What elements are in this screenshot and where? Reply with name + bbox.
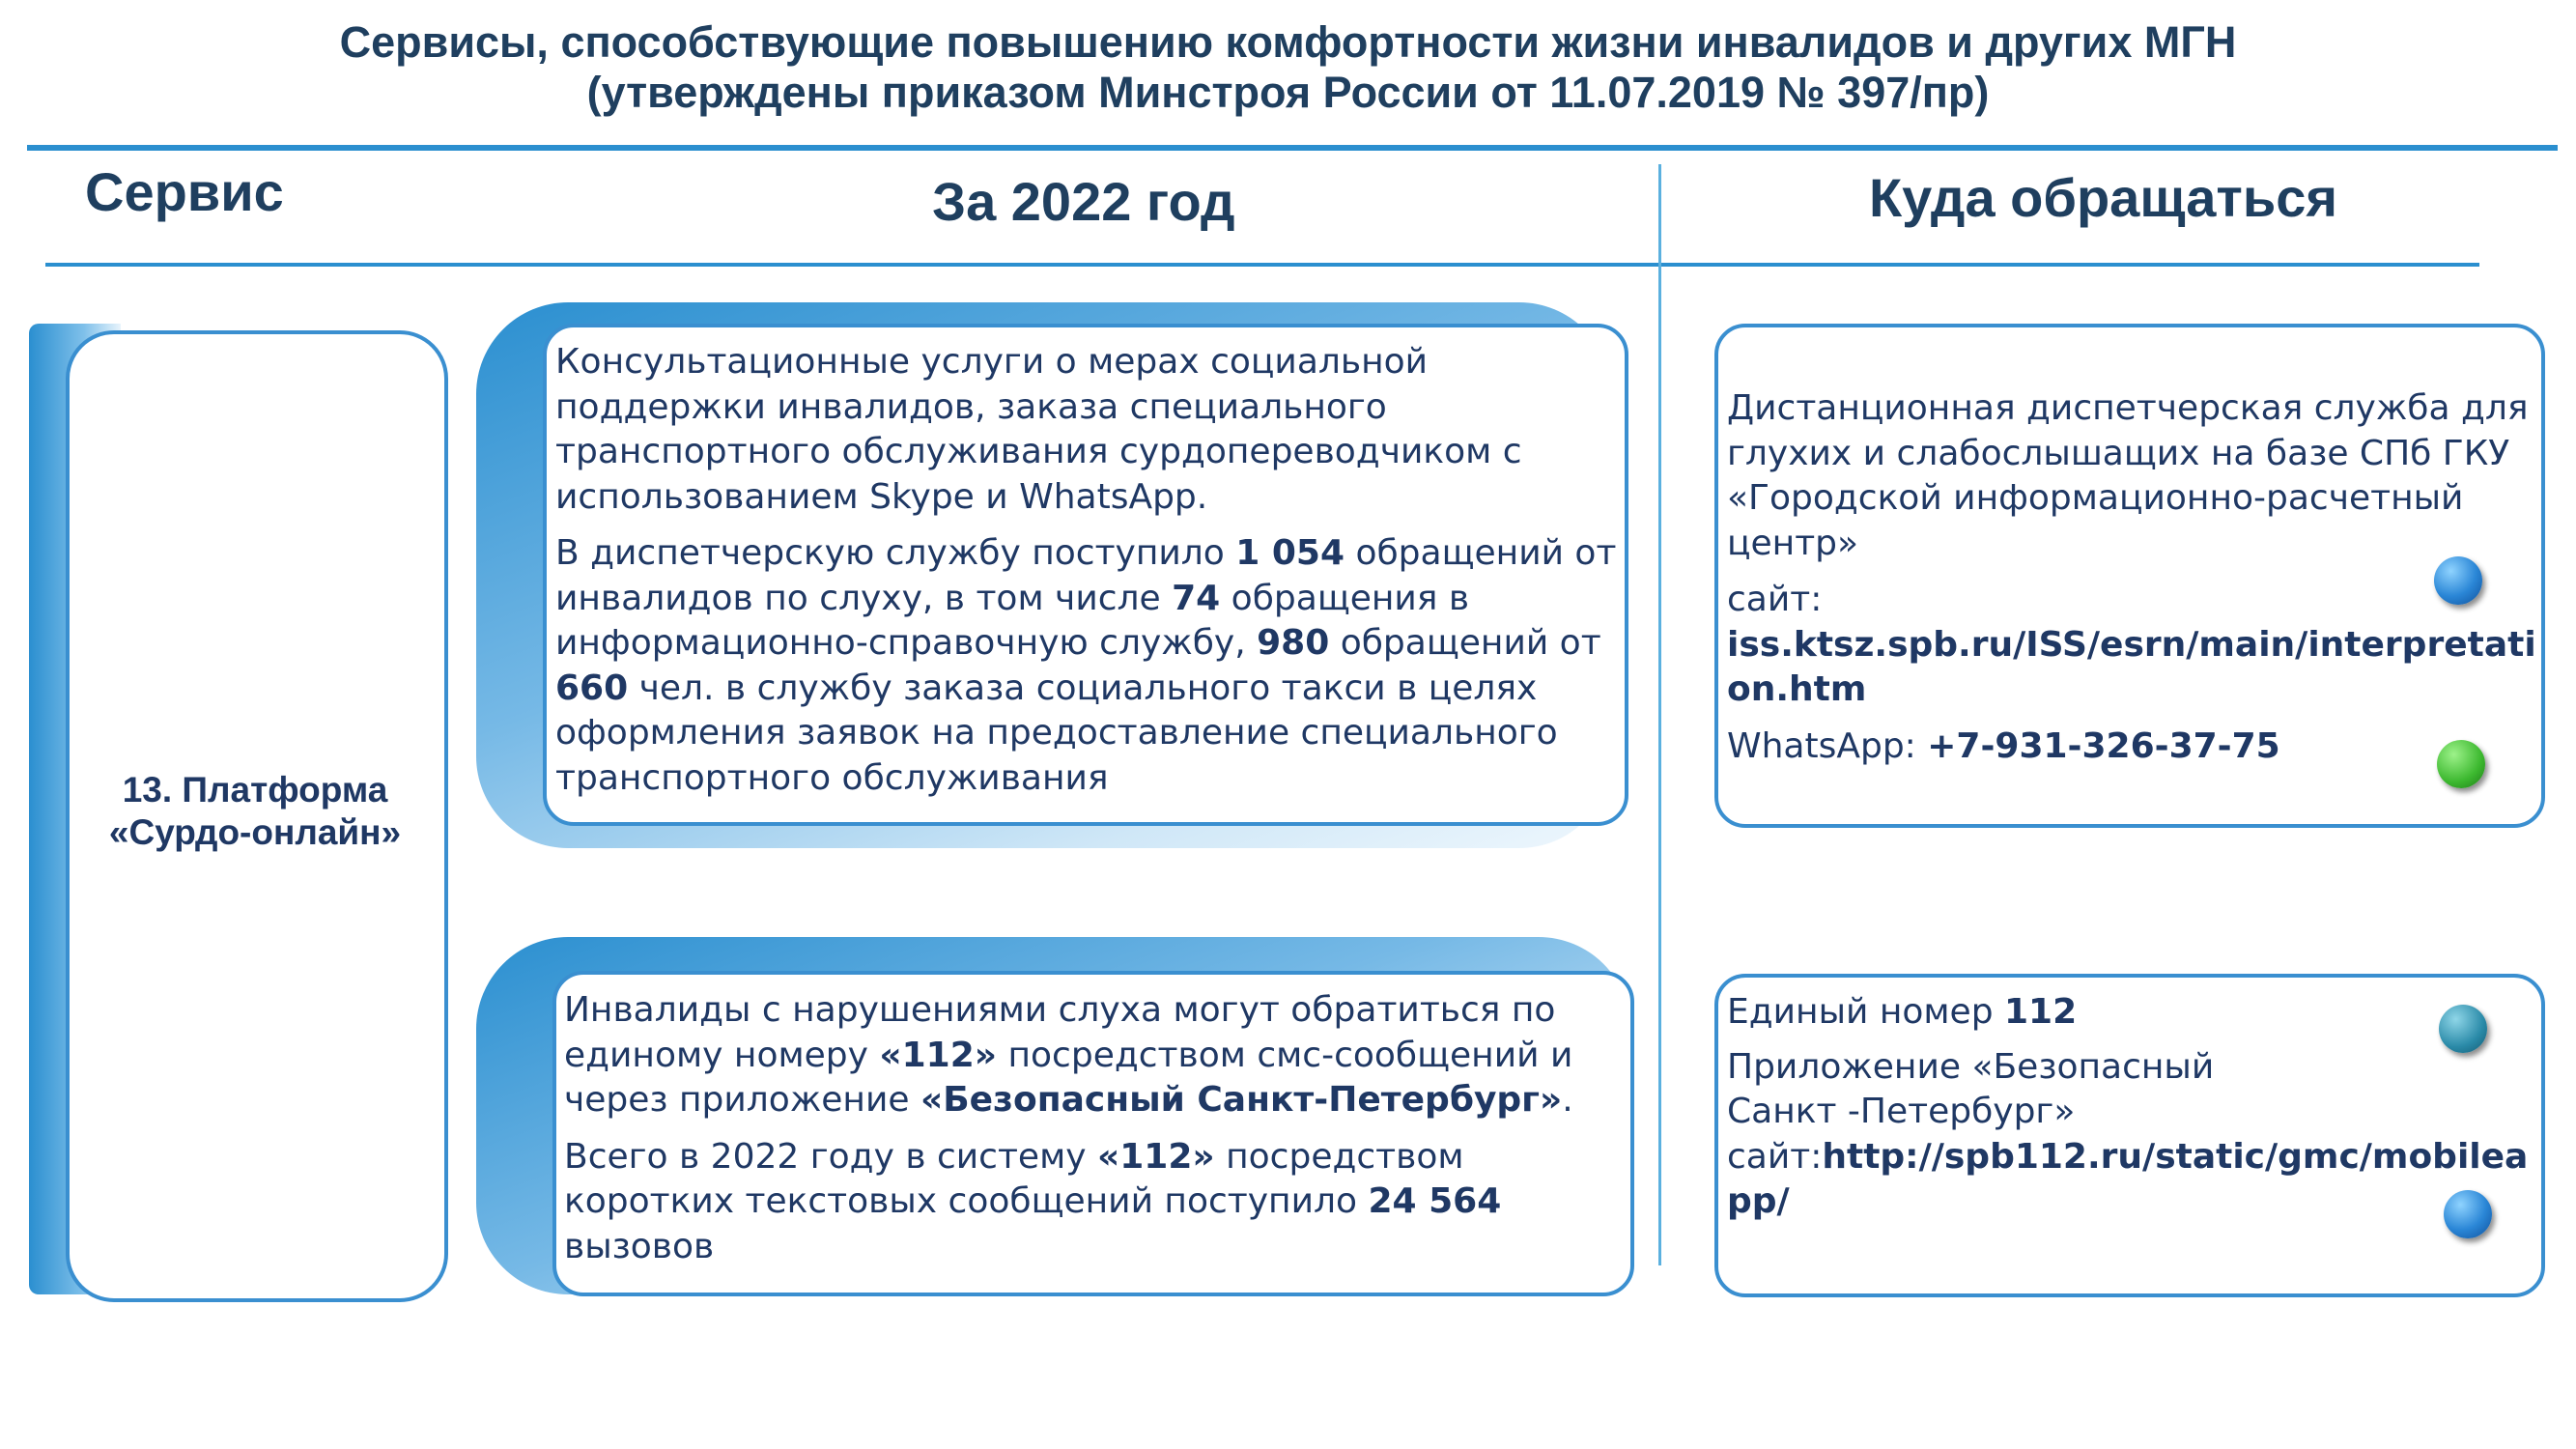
number-value[interactable]: 112 [2004, 992, 2078, 1032]
text: посредством смс-сообщений и через приложение [564, 1035, 1573, 1120]
column-header-contact: Куда обращаться [1869, 167, 2338, 228]
count-total: 1 054 [1235, 533, 1345, 573]
contact-1-site-link[interactable]: iss.ktsz.spb.ru/ISS/esrn/main/interpretation.htm [1727, 624, 2536, 709]
text: В диспетчерскую службу поступило [555, 533, 1236, 573]
globe-icon[interactable] [2444, 1190, 2492, 1238]
contact-1-whatsapp [1727, 724, 2538, 770]
card-1-text [555, 340, 1628, 812]
text: . [1562, 1080, 1573, 1120]
card-2-text [564, 988, 1627, 1281]
text: посредством коротких текстовых сообщений поступило [564, 1136, 1464, 1221]
number-112: «112» [879, 1035, 998, 1075]
column-header-service: Сервис [85, 161, 284, 222]
text: обращений от инвалидов по слуху, в том числе [555, 533, 1617, 618]
column-divider [1658, 164, 1661, 1265]
count-taxi: 980 [1257, 623, 1330, 663]
page-title [0, 17, 2576, 118]
text: Всего в 2022 году в систему [564, 1136, 1097, 1177]
service-name [68, 769, 442, 854]
text: Инвалиды с нарушениями слуха могут обратиться по единому номеру [564, 990, 1556, 1075]
count-sms: 24 564 [1368, 1181, 1502, 1221]
contact-2-app: Приложение «Безопасный Санкт -Петербург» [1727, 1046, 2215, 1131]
contact-2-site [1727, 1135, 2538, 1225]
contact-1-site-label: сайт: [1727, 580, 1823, 619]
whatsapp-label: WhatsApp: [1727, 725, 1928, 766]
title-line-2: (утверждены приказом Минстроя России от 11.07.2019 № 397/пр) [586, 68, 1990, 117]
text: вызовов [564, 1226, 715, 1266]
number-112: «112» [1097, 1136, 1215, 1177]
app-name: «Безопасный Санкт-Петербург» [920, 1080, 1563, 1120]
whatsapp-number[interactable]: +7-931-326-37-75 [1927, 725, 2280, 766]
contact-1-description: Дистанционная диспетчерская служба для глухих и слабослышащих на базе СПб ГКУ «Городской информационно-расчетный центр» [1727, 388, 2529, 563]
number-label: Единый номер [1727, 992, 2004, 1032]
column-header-year: За 2022 год [932, 171, 1235, 232]
card-1-paragraph-1: Консультационные услуги о мерах социальной поддержки инвалидов, заказа специального транспортного обслуживания сурдопереводчиком с использованием Skype и WhatsApp. [555, 342, 1522, 517]
header-divider [45, 263, 2479, 267]
title-line-1: Сервисы, способствующие повышению комфортности жизни инвалидов и других МГН [339, 17, 2237, 67]
contact-2-number [1727, 990, 2538, 1036]
card-1-paragraph-2 [555, 531, 1628, 801]
phone-icon[interactable] [2439, 1005, 2487, 1053]
text: обращений от [1329, 623, 1601, 663]
title-divider [27, 145, 2558, 151]
card-2-paragraph-1 [564, 988, 1627, 1123]
site-label: сайт: [1727, 1136, 1823, 1177]
contact-2-site-link[interactable]: http://spb112.ru/static/gmc/mobileapp/ [1727, 1136, 2529, 1221]
card-2-paragraph-2 [564, 1135, 1627, 1270]
whatsapp-icon[interactable] [2437, 740, 2485, 788]
contact-1-text [1727, 386, 2538, 769]
contact-2-text [1727, 990, 2538, 1225]
text: обращения в информационно-справочную службу, [555, 578, 1470, 663]
count-people: 660 [555, 668, 629, 708]
count-info: 74 [1172, 578, 1221, 618]
service-name-line-1: 13. Платформа [122, 770, 388, 810]
service-name-line-2: «Сурдо-онлайн» [108, 812, 402, 852]
globe-icon[interactable] [2434, 556, 2482, 605]
text: чел. в службу заказа социального такси в целях оформления заявок на предоставление специального транспортного обслуживания [555, 668, 1558, 798]
